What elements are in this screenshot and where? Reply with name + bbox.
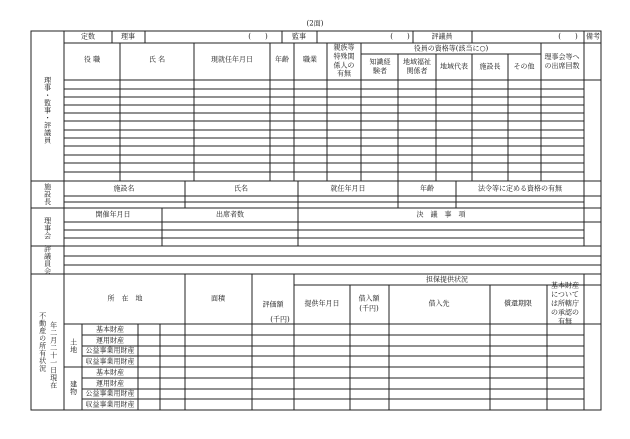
board-col-1: 出席者数 [216, 210, 244, 219]
facility-col-3: 年齢 [420, 184, 434, 193]
col-yakushoku: 役 職 [83, 55, 101, 64]
building-row-0: 基本財産 [96, 368, 124, 377]
col-hensai: 償還期限 [504, 299, 532, 308]
property-side-label: 不動産の所有状況 [38, 312, 47, 372]
col-hyokagaku-unit: (千円) [270, 315, 290, 324]
col-shozaichi: 所 在 地 [107, 294, 143, 303]
col-shakunyu: 借入額 [358, 294, 380, 303]
land-row-1: 運用財産 [96, 336, 124, 345]
col-shimei: 氏 名 [148, 55, 166, 64]
col-menseki: 面積 [211, 294, 225, 303]
col-shakunyu-unit: (千円) [359, 304, 379, 313]
header-teisu: 定数 [81, 32, 95, 41]
board-side-label: 理事会 [43, 216, 52, 240]
land-row-0: 基本財産 [96, 325, 124, 334]
header-kanji: 監事 [292, 32, 306, 41]
qual-header: 役員の資格等(該当に○) [413, 44, 489, 53]
qual-col-3: 施設長 [479, 62, 501, 71]
col-genshunin: 現就任年月日 [211, 55, 253, 64]
officers-side-label: 理事・監事・評議員 [43, 76, 52, 144]
col-shusseki: 理事会等への出席回数 [544, 52, 580, 70]
col-shokugyo: 職業 [303, 55, 317, 64]
building-row-2: 公益事業用財産 [85, 389, 135, 398]
qual-col-4: その他 [513, 62, 535, 71]
facility-col-0: 施設名 [113, 184, 135, 193]
page-label: (2面) [306, 19, 324, 28]
header-kanji-paren: ( ) [390, 32, 410, 41]
qual-col-1: 地域福祉関係者 [403, 57, 431, 75]
qual-col-2: 地域代表 [440, 62, 468, 71]
land-label: 土地 [69, 338, 78, 354]
col-nenrei: 年齢 [275, 55, 289, 64]
col-kihon-note: 基本財産については所轄庁の承認の有無 [551, 281, 579, 326]
header-hyogiin-paren: ( ) [558, 32, 578, 41]
board-col-0: 開催年月日 [95, 210, 131, 219]
board-col-2: 決 議 事 項 [416, 210, 466, 219]
qual-col-0: 知識経験者 [369, 57, 391, 75]
building-row-1: 運用財産 [96, 379, 124, 388]
building-row-3: 収益事業用財産 [85, 400, 135, 409]
header-riji-paren: ( ) [248, 32, 268, 41]
council-side-label: 評議員会 [43, 245, 52, 275]
property-side-date: 年二月二十一日現在 [49, 321, 58, 389]
collateral-header: 担保提供状況 [426, 275, 468, 284]
col-shinzoku: 親族等特殊関係人の有無 [333, 43, 355, 78]
facility-col-1: 氏名 [234, 184, 248, 193]
col-shakunyusaki: 借入先 [428, 299, 450, 308]
header-biko: 備考 [586, 32, 600, 41]
header-hyogiin: 評議員 [431, 32, 453, 41]
facility-side-label: 施設長 [43, 182, 52, 206]
facility-col-4: 法令等に定める資格の有無 [478, 184, 562, 193]
col-hyokagaku: 評価額 [262, 300, 284, 309]
facility-col-2: 就任年月日 [330, 184, 366, 193]
header-riji: 理事 [121, 32, 135, 41]
land-row-2: 公益事業用財産 [85, 346, 135, 355]
building-label: 建物 [69, 380, 78, 396]
col-teikyo-date: 提供年月日 [304, 299, 340, 308]
land-row-3: 収益事業用財産 [85, 357, 135, 366]
